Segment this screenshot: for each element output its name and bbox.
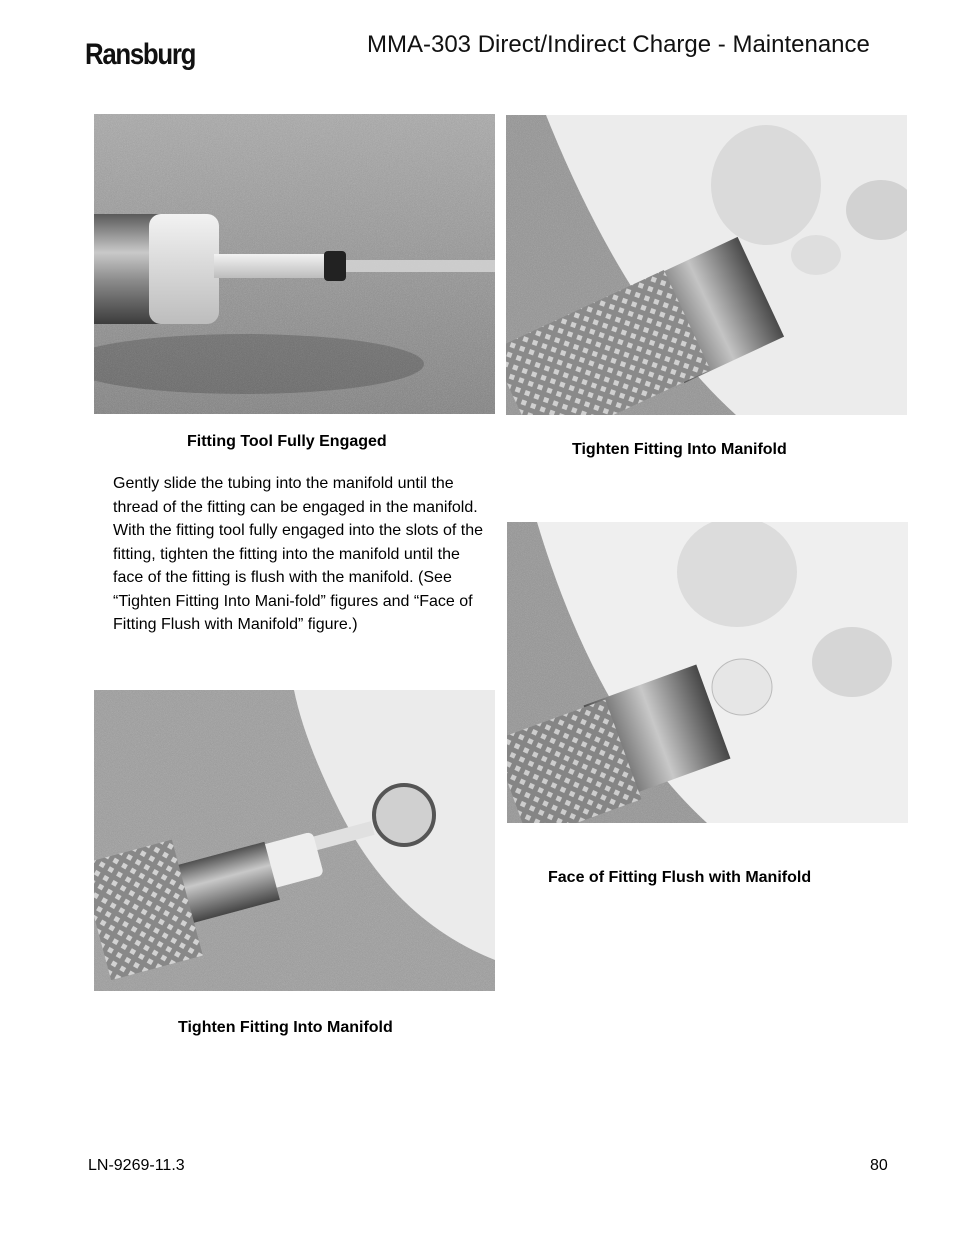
instruction-paragraph: Gently slide the tubing into the manifold until the thread of the fitting can be engaged in the manifold. With the fitting tool fully engaged into the slots of the fitting, tighten the fitting into the manifold until the face of the fitting is flush with the manifold. (See “Tighten Fitting Into Mani-fold” figures and “Face of Fitting Flush with Manifold” figure.) — [113, 475, 483, 633]
page-title: MMA-303 Direct/Indirect Charge - Maintenance — [367, 31, 870, 58]
photo-fitting-tool-engaged — [94, 114, 495, 414]
photo-tighten-fitting-left — [94, 690, 495, 991]
photo-face-flush-manifold — [507, 522, 908, 823]
caption-tighten-fitting-left: Tighten Fitting Into Manifold — [178, 1019, 393, 1036]
caption-fitting-tool-engaged: Fitting Tool Fully Engaged — [187, 433, 387, 450]
caption-tighten-fitting-right: Tighten Fitting Into Manifold — [572, 441, 787, 458]
caption-face-flush-manifold: Face of Fitting Flush with Manifold — [548, 869, 812, 886]
page-number: 80 — [870, 1157, 888, 1174]
photo-tighten-fitting-right — [506, 115, 907, 415]
document-number: LN-9269-11.3 — [88, 1157, 185, 1174]
ransburg-logo: Ransburg — [85, 38, 196, 71]
